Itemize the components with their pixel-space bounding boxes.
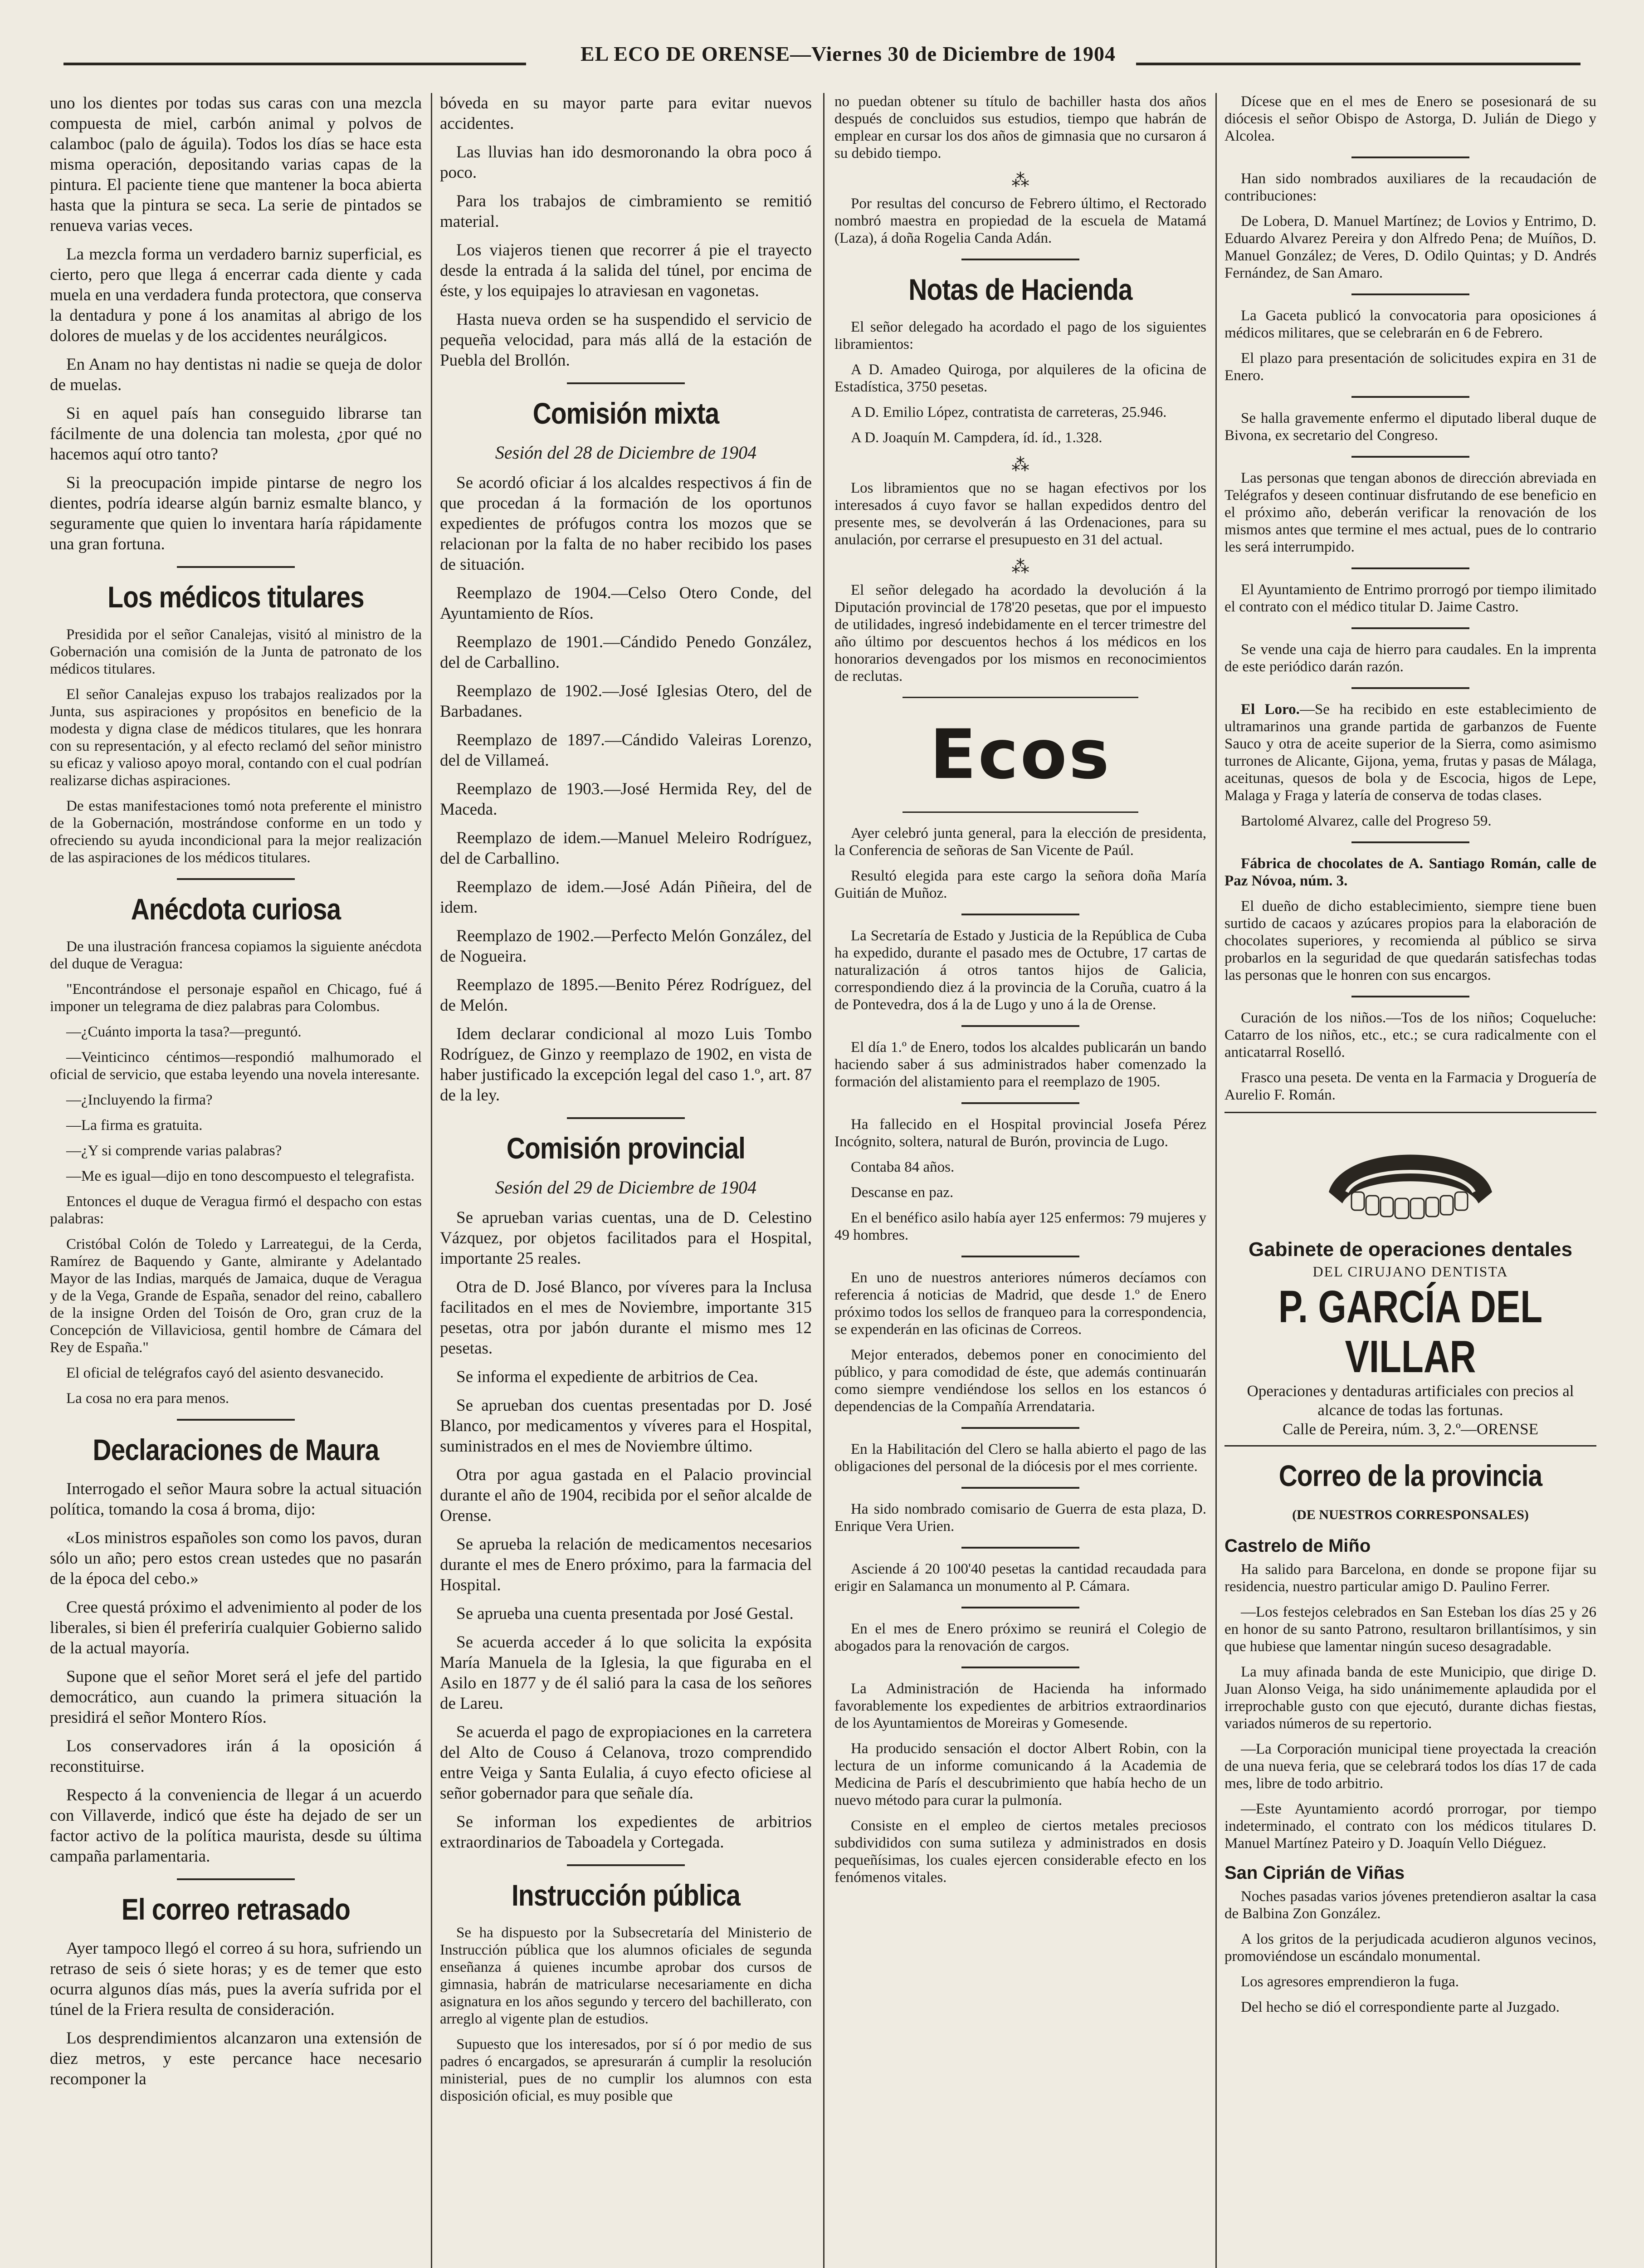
- ad-title: Gabinete de operaciones dentales: [1248, 1238, 1572, 1261]
- column-divider: [431, 93, 432, 2268]
- paragraph: Ha salido para Barcelona, en donde se propone fijar su residencia, nuestro particular amigo D. Paulino Ferrer.: [1224, 1561, 1596, 1595]
- headline-comision-mixta: Comisión mixta: [532, 396, 719, 430]
- paragraph: Presidida por el señor Canalejas, visitó al ministro de la Gobernación una comisión de la Junta de patronato de los médicos titulares.: [50, 626, 422, 677]
- header-rule-left: [63, 63, 526, 65]
- paragraph: Consiste en el empleo de ciertos metales preciosos subdivididos con suma sutileza y administrados en dosis pequeñísimas, los cuales ejercen considerable efecto en los fenómenos vitales.: [834, 1818, 1206, 1886]
- paragraph: Se halla gravemente enfermo el diputado liberal duque de Bivona, ex secretario del Congreso.: [1224, 410, 1596, 444]
- headline-comision-provincial: Comisión provincial: [506, 1131, 746, 1165]
- separator: [177, 878, 295, 880]
- paragraph: Si la preocupación impide pintarse de negro los dientes, podría idearse algún barniz esmalte blanco, y seguramente que quien lo inventara haría rápidamente una gran fortuna.: [50, 474, 422, 553]
- paragraph: Ha fallecido en el Hospital provincial Josefa Pérez Incógnito, soltera, natural de Burón, provincia de Lugo.: [834, 1116, 1206, 1150]
- separator: [1351, 996, 1469, 997]
- ad-address: Calle de Pereira, núm. 3, 2.º—ORENSE: [1283, 1420, 1538, 1438]
- paragraph: uno los dientes por todas sus caras con una mezcla compuesta de miel, carbón animal y polvos de calamboc (palo de águila). Todos los días se hace esta misma operación, depositando varias capas de la pintura. El paciente tiene que mantener la boca abierta hasta que la pintura se seca. La serie de pintados se renueva varias veces.: [50, 94, 422, 235]
- separator: [1351, 456, 1469, 458]
- separator: [177, 1419, 295, 1421]
- paragraph: Noches pasadas varios jóvenes pretendieron asaltar la casa de Balbina Zon González.: [1224, 1888, 1596, 1922]
- session-date: Sesión del 29 de Diciembre de 1904: [495, 1177, 757, 1198]
- paragraph: Reemplazo de 1902.—José Iglesias Otero, del de Barbadanes.: [440, 682, 812, 721]
- subhead-san-ciprian: San Ciprián de Viñas: [1224, 1863, 1405, 1883]
- column-4: [1224, 93, 1596, 2268]
- paragraph: —Veinticinco céntimos—respondió malhumorado el oficial de servicio, que estaba leyendo una novela interesante.: [50, 1049, 422, 1083]
- paragraph: El señor delegado ha acordado el pago de los siguientes libramientos:: [834, 319, 1206, 352]
- paragraph: Han sido nombrados auxiliares de la recaudación de contribuciones:: [1224, 171, 1596, 204]
- page-header: [63, 42, 1581, 73]
- separator: [902, 811, 1138, 813]
- headline-ecos: Ecos: [930, 715, 1111, 794]
- separator: [961, 1547, 1079, 1549]
- separator: [961, 1025, 1079, 1027]
- paragraph: De Lobera, D. Manuel Martínez; de Lovios y Entrimo, D. Eduardo Alvarez Pereira y don Alfredo Pena; de Muíños, D. Manuel González; de Veres, D. Odilo Quintas; y D. Andrés Fernández, de San Amaro.: [1224, 213, 1596, 281]
- paragraph: El dueño de dicho establecimiento, siempre tiene buen surtido de cacaos y azúcares propios para la elaboración de chocolates superiores, y recomienda al público se sirva probarlos en la seguridad de que quedarán satisfechas todas las personas que le honren con sus encargos.: [1224, 898, 1596, 983]
- paragraph: Ayer celebró junta general, para la elección de presidenta, la Conferencia de señoras de San Vicente de Paúl.: [834, 825, 1206, 859]
- column-divider: [1215, 93, 1217, 2268]
- separator: [177, 566, 295, 568]
- paragraph: Se aprueban varias cuentas, una de D. Celestino Vázquez, por objetos facilitados para el Hospital, importante 25 reales.: [440, 1208, 812, 1268]
- headline-instruccion-publica: Instrucción pública: [511, 1878, 741, 1912]
- ad-dentist-name: P. GARCÍA DEL VILLAR: [1278, 1281, 1543, 1382]
- paragraph-text: —Se ha recibido en este establecimiento de ultramarinos una grande partida de garbanzos de Fuente Sauco y otra de aceite superior de la Sierra, como asimismo turrones de Alicante, Gijona, yema, frutas y pasas de Málaga, aceitunas, quesos de bola y de Escocia, higos de Lepe, Malaga y Fraga y latería de conserva de todas clases.: [1224, 701, 1596, 804]
- paragraph: Se aprueba la relación de medicamentos necesarios durante el mes de Enero próximo, para la farmacia del Hospital.: [440, 1535, 812, 1594]
- paragraph: Reemplazo de 1895.—Benito Pérez Rodríguez, del de Melón.: [440, 976, 812, 1015]
- separator: [567, 1117, 685, 1119]
- paragraph: Cree questá próximo el advenimiento al poder de los liberales, si bien él preferiría cualquier Gobierno salido de la actual mayoría.: [50, 1598, 422, 1657]
- separator: [961, 1427, 1079, 1429]
- paragraph: bóveda en su mayor parte para evitar nuevos accidentes.: [440, 94, 812, 133]
- paragraph: Se aprueba una cuenta presentada por José Gestal.: [456, 1604, 794, 1623]
- separator: [1351, 687, 1469, 689]
- paragraph: Respecto á la conveniencia de llegar á un acuerdo con Villaverde, indicó que éste ha dejado de ser un factor activo de la política maurista, desde su última campaña parlamentaria.: [50, 1786, 422, 1866]
- paragraph: Otra de D. José Blanco, por víveres para la Inclusa facilitados en el mes de Noviembre, importante 315 pesetas, otra por jabón durante el mismo mes 12 pesetas.: [440, 1278, 812, 1358]
- asterism: ⁂: [1011, 170, 1029, 191]
- paragraph: El oficial de telégrafos cayó del asiento desvanecido.: [66, 1365, 384, 1381]
- paragraph: En el mes de Enero próximo se reunirá el Colegio de abogados para la renovación de cargos.: [834, 1621, 1206, 1654]
- paragraph: Reemplazo de idem.—José Adán Piñeira, del de idem.: [440, 878, 812, 917]
- paragraph: Frasco una peseta. De venta en la Farmacia y Droguería de Aurelio F. Román.: [1224, 1070, 1596, 1103]
- paragraph: Se aprueban dos cuentas presentadas por D. José Blanco, por medicamentos y víveres para el Hospital, suministrados en el mes de Noviembre último.: [440, 1396, 812, 1456]
- paragraph: —La firma es gratuita.: [66, 1117, 203, 1134]
- separator: [1351, 293, 1469, 295]
- paragraph: Los agresores emprendieron la fuga.: [1241, 1974, 1459, 1990]
- separator: [567, 1864, 685, 1866]
- paragraph: Ha sido nombrado comisario de Guerra de esta plaza, D. Enrique Vera Urien.: [834, 1501, 1206, 1535]
- column-divider: [823, 93, 824, 2268]
- asterism: ⁂: [1011, 455, 1029, 475]
- paragraph: Se acordó oficiar á los alcaldes respectivos á fin de que procedan á la formación de los oportunos expedientes de prófugos contra los mozos que se relacionan por la falta de no haber recibido los pases de situación.: [440, 474, 812, 574]
- paragraph: Ayer tampoco llegó el correo á su hora, sufriendo un retraso de seis ó siete horas; y es de temer que esto ocurra algunos días más, pues la avería sufrida por el túnel de la Friera resulta de consideración.: [50, 1939, 422, 2019]
- paragraph: Bartolomé Alvarez, calle del Progreso 59.: [1241, 813, 1492, 829]
- masthead: EL ECO DE ORENSE—Viernes 30 de Diciembre de 1904: [580, 42, 1116, 65]
- ad-subtitle: DEL CIRUJANO DENTISTA: [1312, 1263, 1508, 1280]
- column-2: [440, 93, 812, 2268]
- ad-text: Operaciones y dentaduras artificiales con precios al alcance de todas las fortunas.: [1247, 1382, 1574, 1419]
- paragraph: —Este Ayuntamiento acordó prorrogar, por tiempo indeterminado, el contrato con los médicos titulares D. Manuel Martínez Pateiro y D. Joaquín Vello Diéguez.: [1224, 1801, 1596, 1852]
- paragraph: Los desprendimientos alcanzaron una extensión de diez metros, y este percance hace necesario recomponer la: [50, 2029, 422, 2088]
- separator: [961, 914, 1079, 915]
- headline-notas-hacienda: Notas de Hacienda: [908, 273, 1132, 306]
- session-date: Sesión del 28 de Diciembre de 1904: [495, 442, 757, 463]
- separator: [1351, 156, 1469, 158]
- paragraph: Se informan los expedientes de arbitrios extraordinarios de Taboadela y Cortegada.: [440, 1813, 812, 1852]
- paragraph: Por resultas del concurso de Febrero último, el Rectorado nombró maestra en propiedad de la escuela de Matamá (Laza), á doña Rogelia Canda Adán.: [834, 196, 1206, 246]
- asterism: ⁂: [1011, 557, 1029, 577]
- paragraph: De estas manifestaciones tomó nota preferente el ministro de la Gobernación, mostrándose conforme en un todo y ofreciendo su ayuda incondicional para la mejor realización de las aspiraciones de los médicos titulares.: [50, 798, 422, 866]
- paragraph: Del hecho se dió el correspondiente parte al Juzgado.: [1241, 1999, 1560, 2015]
- separator: [961, 1102, 1079, 1104]
- paragraph: Mejor enterados, debemos poner en conocimiento del público, y para comodidad de éste, que además continuarán como siempre vendiéndose los sellos en los estancos ó dependencias de la Compañía Arrendataria.: [834, 1347, 1206, 1415]
- paragraph: A D. Amadeo Quiroga, por alquileres de la oficina de Estadística, 3750 pesetas.: [834, 362, 1206, 395]
- paragraph: De una ilustración francesa copiamos la siguiente anécdota del duque de Veragua:: [50, 938, 422, 972]
- paragraph: Interrogado el señor Maura sobre la actual situación política, tomando la cosa á broma, dijo:: [50, 1480, 422, 1519]
- paragraph: —¿Y si comprende varias palabras?: [66, 1143, 282, 1159]
- paragraph: Reemplazo de 1902.—Perfecto Melón González, del de Nogueira.: [440, 927, 812, 966]
- dentist-advertisement: [1224, 1112, 1596, 1447]
- separator: [961, 1256, 1079, 1257]
- paragraph: Las personas que tengan abonos de dirección abreviada en Telégrafos y deseen continuar disfrutando de ese beneficio en el próximo año, deberán verificar la renovación de los mismos antes que termine el mes actual, pues de lo contrario les será interrumpido.: [1224, 470, 1596, 555]
- paragraph: Si en aquel país han conseguido librarse tan fácilmente de una dolencia tan molesta, ¿por qué no hacemos aquí otro tanto?: [50, 404, 422, 464]
- paragraph: Supone que el señor Moret será el jefe del partido democrático, aun cuando la primera situación la presidirá el señor Montero Ríos.: [50, 1667, 422, 1727]
- headline-correo-provincia: Correo de la provincia: [1278, 1459, 1542, 1492]
- headline-correo-retrasado: El correo retrasado: [121, 1892, 351, 1926]
- correspondents-note: (DE NUESTROS CORRESPONSALES): [1292, 1507, 1529, 1522]
- paragraph: Fábrica de chocolates de A. Santiago Román, calle de Paz Nóvoa, núm. 3.: [1224, 855, 1596, 889]
- paragraph: —¿Incluyendo la firma?: [66, 1092, 213, 1108]
- separator: [1351, 567, 1469, 569]
- paragraph: Hasta nueva orden se ha suspendido el servicio de pequeña velocidad, para más allá de la estación de Puebla del Brollón.: [440, 310, 812, 370]
- paragraph: Supuesto que los interesados, por sí ó por medio de sus padres ó encargados, se apresurarán á cumplir la resolución ministerial, pues de no cumplir los alumnos con esta disposición oficial, es muy posible que: [440, 2036, 812, 2104]
- separator: [1351, 841, 1469, 843]
- paragraph: «Los ministros españoles son como los pavos, duran sólo un año; pero estos crean ustedes que no pasarán de la época del cebo.»: [50, 1529, 422, 1588]
- paragraph: Ha producido sensación el doctor Albert Robin, con la lectura de un informe comunicando á la Academia de Medicina de París el descubrimiento que había hecho de un nuevo método para curar la pulmonía.: [834, 1740, 1206, 1809]
- headline-anecdota: Anécdota curiosa: [131, 892, 341, 926]
- headline-maura: Declaraciones de Maura: [93, 1433, 379, 1466]
- dentures-illustration: [1315, 1124, 1506, 1228]
- paragraph: [1224, 701, 1596, 804]
- paragraph: En Anam no hay dentistas ni nadie se queja de dolor de muelas.: [50, 355, 422, 394]
- paragraph: A D. Joaquín M. Campdera, íd. íd., 1.328.: [851, 430, 1103, 446]
- paragraph: —La Corporación municipal tiene proyectada la creación de una nueva feria, que se celebrará todos los días 17 de cada mes, libre de todo arbitrio.: [1224, 1741, 1596, 1792]
- lead-el-loro: El Loro.: [1241, 701, 1300, 718]
- separator: [961, 1667, 1079, 1668]
- paragraph: Otra por agua gastada en el Palacio provincial durante el año de 1904, recibida por el señor alcalde de Orense.: [440, 1466, 812, 1525]
- paragraph: El señor Canalejas expuso los trabajos realizados por la Junta, sus aspiraciones y propósitos en beneficio de la modesta y digna clase de médicos titulares, que les honrara con su representación, y al efecto reclamó del señor ministro su eficaz y valioso apoyo moral, contando con el cual podrían realizarse dichas aspiraciones.: [50, 686, 422, 789]
- paragraph: Los viajeros tienen que recorrer á pie el trayecto desde la entrada á la salida del túnel, por encima de éste, y los equipajes lo atraviesan en vagonetas.: [440, 241, 812, 300]
- paragraph: Para los trabajos de cimbramiento se remitió material.: [440, 192, 812, 231]
- paragraph: Entonces el duque de Veragua firmó el despacho con estas palabras:: [50, 1193, 422, 1227]
- paragraph: Reemplazo de 1904.—Celso Otero Conde, del Ayuntamiento de Ríos.: [440, 584, 812, 623]
- paragraph: Se ha dispuesto por la Subsecretaría del Ministerio de Instrucción pública que los alumnos oficiales de segunda enseñanza á quienes incumbe aprobar dos cursos de gimnasia, habrán de matricularse necesariamente en dicha asignatura en los años segundo y tercero del bachillerato, con arreglo al vigente plan de estudios.: [440, 1925, 812, 2027]
- paragraph: Se informa el expediente de arbitrios de Cea.: [456, 1368, 758, 1386]
- paragraph: Reemplazo de 1901.—Cándido Penedo González, del de Carballino.: [440, 633, 812, 672]
- separator: [961, 1607, 1079, 1608]
- paragraph: —Me es igual—dijo en tono descompuesto el telegrafista.: [66, 1168, 415, 1184]
- paragraph: Cristóbal Colón de Toledo y Larreategui, de la Cerda, Ramírez de Baquendo y Gante, almirante y Adelantado Mayor de las Indias, marqués de Jamaica, duque de Veragua y de la Vega, Grande de España, senador del reino, caballero de la insigne Orden del Toisón de Oro, gran cruz de la Concepción de Villaviciosa, gentil hombre de Cámara del Rey de España.": [50, 1236, 422, 1356]
- subhead-castrelo: Castrelo de Miño: [1224, 1536, 1371, 1556]
- paragraph: Asciende á 20 100'40 pesetas la cantidad recaudada para erigir en Salamanca un monumento al P. Cámara.: [834, 1561, 1206, 1594]
- paragraph: Se vende una caja de hierro para caudales. En la imprenta de este periódico darán razón.: [1224, 641, 1596, 675]
- paragraph: Reemplazo de 1897.—Cándido Valeiras Lorenzo, del de Villameá.: [440, 731, 812, 770]
- paragraph: Resultó elegida para este cargo la señora doña María Guitián de Muñoz.: [834, 868, 1206, 901]
- separator: [1351, 396, 1469, 398]
- header-rule-right: [1136, 63, 1581, 65]
- separator: [961, 259, 1079, 260]
- paragraph: —Los festejos celebrados en San Esteban los días 25 y 26 en honor de su santo Patrono, resultaron brillantísimos, y sin que hubiese que lamentar ningún suceso desagradable.: [1224, 1604, 1596, 1655]
- paragraph: Se acuerda acceder á lo que solicita la expósita María Manuela de la Iglesia, la que figuraba en el Asilo en 1877 y de él salió para la casa de los señores de Lareu.: [440, 1633, 812, 1713]
- separator: [1351, 627, 1469, 629]
- paragraph: En el benéfico asilo había ayer 125 enfermos: 79 mujeres y 49 hombres.: [834, 1210, 1206, 1243]
- paragraph: La cosa no era para menos.: [66, 1390, 229, 1407]
- paragraph: El día 1.º de Enero, todos los alcaldes publicarán un bando haciendo saber á sus administrados haber comenzado la formación del alistamiento para el reemplazo de 1905.: [834, 1039, 1206, 1090]
- paragraph: A D. Emilio López, contratista de carreteras, 25.946.: [851, 404, 1167, 420]
- paragraph: El plazo para presentación de solicitudes expira en 31 de Enero.: [1224, 350, 1596, 384]
- paragraph: Dícese que en el mes de Enero se posesionará de su diócesis el señor Obispo de Astorga, D. Julián de Diego y Alcolea.: [1224, 93, 1596, 144]
- separator: [177, 1878, 295, 1880]
- headline-medicos: Los médicos titulares: [107, 580, 364, 614]
- separator: [902, 697, 1138, 698]
- paragraph: Idem declarar condicional al mozo Luis Tombo Rodríguez, de Ginzo y reemplazo de 1902, en vista de haber justificado la excepción legal del caso 1.º, art. 87 de la ley.: [440, 1025, 812, 1105]
- column-1: [50, 93, 422, 2268]
- paragraph: Curación de los niños.—Tos de los niños; Coqueluche: Catarro de los niños, etc., etc.; se cura radicalmente con el anticatarral Roselló.: [1224, 1010, 1596, 1061]
- paragraph: Se acuerda el pago de expropiaciones en la carretera del Alto de Couso á Celanova, trozo comprendido entre Veiga y Santa Eulalia, á cuyo efecto oficiese al señor gobernador para que señale día.: [440, 1723, 812, 1803]
- paragraph: —¿Cuánto importa la tasa?—preguntó.: [66, 1024, 302, 1040]
- paragraph: Descanse en paz.: [851, 1184, 954, 1201]
- paragraph: Reemplazo de idem.—Manuel Meleiro Rodríguez, del de Carballino.: [440, 829, 812, 868]
- column-3: [834, 93, 1206, 2268]
- paragraph: La muy afinada banda de este Municipio, que dirige D. Juan Alonso Veiga, ha sido unánimemente aplaudida por el irreprochable gusto con que ejecutó, durante dichas fiestas, variados números de su repertorio.: [1224, 1664, 1596, 1732]
- paragraph: En uno de nuestros anteriores números decíamos con referencia á noticias de Madrid, que desde 1.º de Enero próximo todos los sellos de franqueo para la correspondencia, se expenderán en las oficinas de Correos.: [834, 1270, 1206, 1338]
- paragraph: La Secretaría de Estado y Justicia de la República de Cuba ha expedido, durante el pasado mes de Octubre, 17 cartas de naturalización á otros tantos hijos de Galicia, correspondiendo diez á la provincia de la Coruña, cuatro á la de Pontevedra, dos á la de Lugo y uno á la de Orense.: [834, 928, 1206, 1013]
- paragraph: El Ayuntamiento de Entrimo prorrogó por tiempo ilimitado el contrato con el médico titular D. Jaime Castro.: [1224, 582, 1596, 615]
- separator: [567, 382, 685, 384]
- paragraph: Los libramientos que no se hagan efectivos por los interesados á cuyo favor se hallan expedidos dentro del presente mes, se devolverán á las Ordenaciones, para su anulación, por cerrarse el presupuesto en 31 del actual.: [834, 480, 1206, 548]
- paragraph: La mezcla forma un verdadero barniz superficial, es cierto, pero que llega á encerrar cada diente y cada muela en una verdadera funda protectora, que conserva la dentadura y pone á los anamitas al abrigo de los dolores de muelas y de los accidentes neurálgicos.: [50, 245, 422, 345]
- paragraph: La Administración de Hacienda ha informado favorablemente los expedientes de arbitrios extraordinarios de los Ayuntamientos de Moreiras y Gomesende.: [834, 1681, 1206, 1731]
- paragraph: La Gaceta publicó la convocatoria para oposiciones á médicos militares, que se celebrarán en 6 de Febrero.: [1224, 308, 1596, 341]
- paragraph: no puedan obtener su título de bachiller hasta dos años después de concluidos sus estudios, tiempo que habrán de emplear en cursar los dos años de gimnasia que no cursaron á su debido tiempo.: [834, 93, 1206, 161]
- paragraph: El señor delegado ha acordado la devolución á la Diputación provincial de 178'20 pesetas, que por el impuesto de utilidades, ingresó indebidamente en el tercer trimestre del año último por descuentos hechos á los médicos en los honorarios devengados por los mismos en reconocimientos de reclutas.: [834, 582, 1206, 684]
- paragraph: Los conservadores irán á la oposición á reconstituirse.: [50, 1737, 422, 1776]
- separator: [961, 1487, 1079, 1489]
- paragraph: "Encontrándose el personaje español en Chicago, fué á imponer un telegrama de diez palabras para Colombus.: [50, 981, 422, 1015]
- paragraph: A los gritos de la perjudicada acudieron algunos vecinos, promoviéndose un escándalo monumental.: [1224, 1931, 1596, 1965]
- paragraph: En la Habilitación del Clero se halla abierto el pago de las obligaciones del personal de la diócesis por el mes corriente.: [834, 1441, 1206, 1475]
- paragraph: Las lluvias han ido desmoronando la obra poco á poco.: [440, 143, 812, 182]
- paragraph: Contaba 84 años.: [851, 1159, 955, 1175]
- paragraph: Reemplazo de 1903.—José Hermida Rey, del de Maceda.: [440, 780, 812, 819]
